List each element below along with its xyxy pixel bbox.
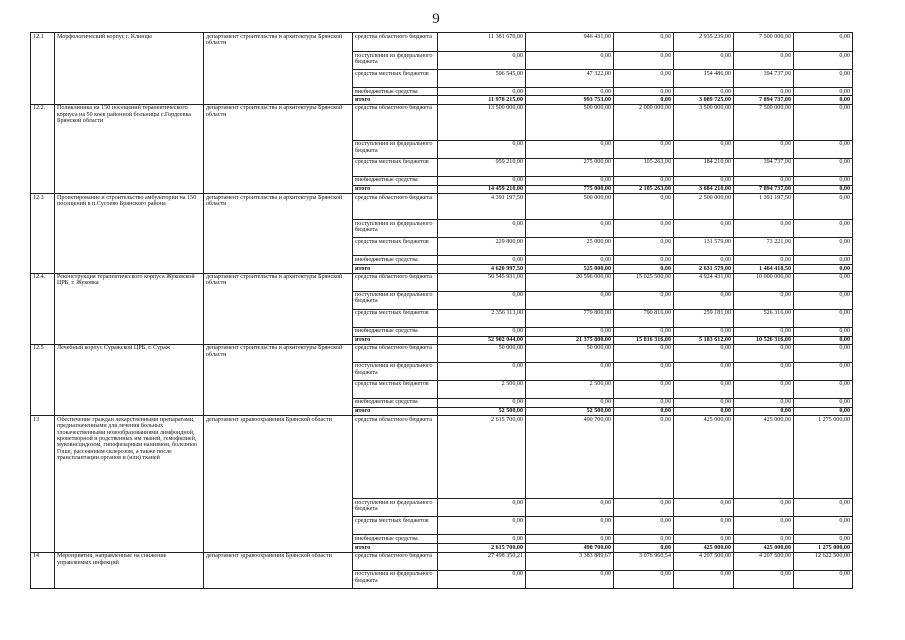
funding-source: внебюджетные средства bbox=[353, 88, 438, 96]
amount-cell: 0,00 bbox=[614, 535, 674, 544]
funding-source: средства областного бюджета bbox=[353, 273, 438, 291]
amount-cell: 0,00 bbox=[526, 220, 614, 238]
amount-cell: 0,00 bbox=[734, 344, 794, 362]
amount-cell: 7 500 000,00 bbox=[734, 104, 794, 140]
amount-cell: 394 737,00 bbox=[734, 158, 794, 176]
amount-cell: 0,00 bbox=[526, 327, 614, 336]
amount-cell: 0,00 bbox=[614, 194, 674, 220]
amount-cell: 0,00 bbox=[734, 140, 794, 158]
amount-cell: 0,00 bbox=[794, 517, 853, 535]
amount-cell: 0,00 bbox=[734, 52, 794, 70]
amount-cell: 0,00 bbox=[794, 398, 853, 407]
amount-cell: 131 579,00 bbox=[674, 238, 734, 256]
amount-cell: 4 391 197,50 bbox=[438, 194, 526, 220]
amount-cell: 0,00 bbox=[674, 52, 734, 70]
amount-cell: 0,00 bbox=[794, 344, 853, 362]
amount-cell: 0,00 bbox=[526, 535, 614, 544]
amount-cell: 4 207 500,00 bbox=[674, 552, 734, 570]
amount-cell: 0,00 bbox=[614, 407, 674, 415]
item-number: 12.2. bbox=[31, 104, 55, 193]
amount-cell: 0,00 bbox=[794, 140, 853, 158]
amount-cell: 50 545 931,00 bbox=[438, 273, 526, 291]
amount-cell: 0,00 bbox=[438, 256, 526, 265]
amount-cell: 0,00 bbox=[674, 398, 734, 407]
item-executor: департамент здравоохранения Брянской области bbox=[204, 552, 353, 588]
amount-cell: 0,00 bbox=[526, 362, 614, 380]
amount-cell: 2 935 239,00 bbox=[674, 33, 734, 52]
amount-cell: 0,00 bbox=[794, 238, 853, 256]
amount-cell: 7 500 000,00 bbox=[734, 33, 794, 52]
amount-cell: 525 000,00 bbox=[526, 265, 614, 273]
amount-cell: 0,00 bbox=[674, 499, 734, 517]
amount-cell: 0,00 bbox=[674, 344, 734, 362]
amount-cell: 0,00 bbox=[794, 220, 853, 238]
amount-cell: 52 500,00 bbox=[526, 407, 614, 415]
funding-source: итого bbox=[353, 185, 438, 193]
amount-cell: 0,00 bbox=[794, 336, 853, 344]
amount-cell: 3 684 210,00 bbox=[674, 185, 734, 193]
amount-cell: 490 700,00 bbox=[526, 544, 614, 552]
amount-cell: 15 025 500,00 bbox=[614, 273, 674, 291]
item-name: Обеспечение граждан лекарственными препаратами, предназначенными для лечения больных злокачественными новообразованиями лимфоидной, кроветворной и родственных им тканей, гемофилией, муковисцидозом, гипофизарным нанизмом, болезнью Гоше, рассеянным склерозом, а также после трансплантации органов и (или) тканей bbox=[55, 416, 204, 552]
amount-cell: 0,00 bbox=[614, 291, 674, 309]
amount-cell: 7 894 737,00 bbox=[734, 96, 794, 104]
amount-cell: 775 000,00 bbox=[526, 185, 614, 193]
amount-cell: 0,00 bbox=[438, 517, 526, 535]
amount-cell: 27 498 350,21 bbox=[438, 552, 526, 570]
amount-cell: 0,00 bbox=[794, 265, 853, 273]
amount-cell: 229 800,00 bbox=[438, 238, 526, 256]
item-number: 12.3 bbox=[31, 194, 55, 273]
amount-cell: 50 000,00 bbox=[438, 344, 526, 362]
amount-cell: 425 000,00 bbox=[734, 416, 794, 499]
amount-cell: 2 615 700,00 bbox=[438, 416, 526, 499]
amount-cell: 779 800,00 bbox=[526, 309, 614, 327]
amount-cell: 275 000,00 bbox=[526, 158, 614, 176]
amount-cell: 2 631 579,00 bbox=[674, 265, 734, 273]
amount-cell: 12 622 500,00 bbox=[794, 552, 853, 570]
amount-cell: 52 500,00 bbox=[438, 407, 526, 415]
amount-cell: 0,00 bbox=[438, 535, 526, 544]
budget-table bbox=[30, 32, 853, 589]
item-number: 12.4. bbox=[31, 273, 55, 344]
funding-source: итого bbox=[353, 336, 438, 344]
funding-source: итого bbox=[353, 96, 438, 104]
item-number: 12.1 bbox=[31, 33, 55, 105]
amount-cell: 0,00 bbox=[614, 88, 674, 96]
amount-cell: 73 221,00 bbox=[734, 238, 794, 256]
amount-cell: 0,00 bbox=[438, 570, 526, 588]
amount-cell: 13 500 000,00 bbox=[438, 104, 526, 140]
amount-cell: 52 902 044,00 bbox=[438, 336, 526, 344]
amount-cell: 0,00 bbox=[734, 380, 794, 398]
amount-cell: 184 210,00 bbox=[674, 158, 734, 176]
funding-source: поступления из федерального бюджета bbox=[353, 220, 438, 238]
item-executor: департамент строительства и архитектуры Брянской области bbox=[204, 273, 353, 344]
amount-cell: 0,00 bbox=[794, 194, 853, 220]
amount-cell: 0,00 bbox=[734, 362, 794, 380]
item-name: Морфологический корпус г. Клинцы bbox=[55, 33, 204, 105]
amount-cell: 0,00 bbox=[526, 291, 614, 309]
amount-cell: 0,00 bbox=[794, 256, 853, 265]
amount-cell: 0,00 bbox=[438, 362, 526, 380]
amount-cell: 0,00 bbox=[674, 362, 734, 380]
funding-source: поступления из федерального бюджета bbox=[353, 52, 438, 70]
amount-cell: 47 322,00 bbox=[526, 70, 614, 88]
amount-cell: 105 263,00 bbox=[614, 158, 674, 176]
amount-cell: 0,00 bbox=[614, 265, 674, 273]
amount-cell: 0,00 bbox=[614, 70, 674, 88]
amount-cell: 0,00 bbox=[794, 499, 853, 517]
amount-cell: 0,00 bbox=[526, 256, 614, 265]
amount-cell: 259 181,00 bbox=[674, 309, 734, 327]
amount-cell: 3 089 725,00 bbox=[674, 96, 734, 104]
amount-cell: 0,00 bbox=[614, 570, 674, 588]
amount-cell: 2 105 263,00 bbox=[614, 185, 674, 193]
table-row bbox=[31, 194, 853, 220]
amount-cell: 2 500 000,00 bbox=[674, 194, 734, 220]
amount-cell: 0,00 bbox=[614, 398, 674, 407]
item-name: Реконструкция терапевтического корпуса Жуковской ЦРБ, г. Жуковка bbox=[55, 273, 204, 344]
amount-cell: 0,00 bbox=[614, 517, 674, 535]
amount-cell: 1 275 000,00 bbox=[794, 416, 853, 499]
amount-cell: 7 894 737,00 bbox=[734, 185, 794, 193]
funding-source: средства областного бюджета bbox=[353, 194, 438, 220]
funding-source: итого bbox=[353, 265, 438, 273]
amount-cell: 0,00 bbox=[794, 158, 853, 176]
amount-cell: 2 000 000,00 bbox=[614, 104, 674, 140]
amount-cell: 0,00 bbox=[674, 140, 734, 158]
amount-cell: 2 356 113,00 bbox=[438, 309, 526, 327]
amount-cell: 0,00 bbox=[794, 52, 853, 70]
item-executor: департамент строительства и архитектуры Брянской области bbox=[204, 104, 353, 193]
item-executor: департамент здравоохранения Брянской области bbox=[204, 416, 353, 552]
amount-cell: 0,00 bbox=[674, 176, 734, 185]
amount-cell: 0,00 bbox=[734, 407, 794, 415]
funding-source: внебюджетные средства bbox=[353, 256, 438, 265]
amount-cell: 0,00 bbox=[794, 273, 853, 291]
amount-cell: 0,00 bbox=[614, 220, 674, 238]
amount-cell: 0,00 bbox=[614, 256, 674, 265]
amount-cell: 10 000 000,00 bbox=[734, 273, 794, 291]
funding-source: средства местных бюджетов bbox=[353, 158, 438, 176]
amount-cell: 5 183 612,00 bbox=[674, 336, 734, 344]
funding-source: средства местных бюджетов bbox=[353, 238, 438, 256]
funding-source: средства областного бюджета bbox=[353, 33, 438, 52]
amount-cell: 0,00 bbox=[734, 327, 794, 336]
amount-cell: 4 620 997,50 bbox=[438, 265, 526, 273]
amount-cell: 0,00 bbox=[734, 256, 794, 265]
amount-cell: 0,00 bbox=[614, 416, 674, 499]
amount-cell: 0,00 bbox=[734, 517, 794, 535]
funding-source: поступления из федерального бюджета bbox=[353, 362, 438, 380]
amount-cell: 0,00 bbox=[526, 517, 614, 535]
amount-cell: 0,00 bbox=[526, 176, 614, 185]
amount-cell: 0,00 bbox=[794, 362, 853, 380]
amount-cell: 0,00 bbox=[674, 291, 734, 309]
amount-cell: 2 500,00 bbox=[438, 380, 526, 398]
amount-cell: 596 545,00 bbox=[438, 70, 526, 88]
amount-cell: 0,00 bbox=[734, 535, 794, 544]
amount-cell: 0,00 bbox=[614, 33, 674, 52]
amount-cell: 4 924 431,00 bbox=[674, 273, 734, 291]
amount-cell: 0,00 bbox=[674, 570, 734, 588]
amount-cell: 0,00 bbox=[794, 185, 853, 193]
amount-cell: 0,00 bbox=[526, 88, 614, 96]
amount-cell: 154 486,00 bbox=[674, 70, 734, 88]
item-name: Проектирование и строительство амбулатории на 150 посещений в п.Сусоево Брянского района bbox=[55, 194, 204, 273]
amount-cell: 0,00 bbox=[734, 176, 794, 185]
amount-cell: 0,00 bbox=[794, 309, 853, 327]
amount-cell: 0,00 bbox=[794, 291, 853, 309]
amount-cell: 0,00 bbox=[734, 291, 794, 309]
amount-cell: 0,00 bbox=[674, 407, 734, 415]
amount-cell: 425 000,00 bbox=[674, 544, 734, 552]
funding-source: внебюджетные средства bbox=[353, 327, 438, 336]
amount-cell: 0,00 bbox=[734, 499, 794, 517]
amount-cell: 0,00 bbox=[614, 238, 674, 256]
funding-source: внебюджетные средства bbox=[353, 398, 438, 407]
amount-cell: 0,00 bbox=[674, 88, 734, 96]
amount-cell: 0,00 bbox=[614, 176, 674, 185]
funding-source: поступления из федерального бюджета bbox=[353, 140, 438, 158]
amount-cell: 500 000,00 bbox=[526, 194, 614, 220]
amount-cell: 1 391 197,50 bbox=[734, 194, 794, 220]
amount-cell: 14 459 210,00 bbox=[438, 185, 526, 193]
amount-cell: 15 816 316,00 bbox=[614, 336, 674, 344]
amount-cell: 790 816,00 bbox=[614, 309, 674, 327]
amount-cell: 993 753,00 bbox=[526, 96, 614, 104]
table-row bbox=[31, 344, 853, 362]
item-name: Лечебный корпус Суражской ЦРБ, г. Сураж bbox=[55, 344, 204, 415]
table-row bbox=[31, 33, 853, 52]
amount-cell: 20 596 000,00 bbox=[526, 273, 614, 291]
amount-cell: 0,00 bbox=[614, 96, 674, 104]
amount-cell: 394 737,00 bbox=[734, 70, 794, 88]
amount-cell: 25 000,00 bbox=[526, 238, 614, 256]
funding-source: средства областного бюджета bbox=[353, 344, 438, 362]
amount-cell: 50 000,00 bbox=[526, 344, 614, 362]
amount-cell: 3 076 960,54 bbox=[614, 552, 674, 570]
funding-source: итого bbox=[353, 544, 438, 552]
amount-cell: 0,00 bbox=[438, 88, 526, 96]
amount-cell: 0,00 bbox=[674, 256, 734, 265]
item-name: Поликлиника на 150 посещений терапевтического корпуса на 50 коек районной больницы с.Гордеевка Брянской области bbox=[55, 104, 204, 193]
amount-cell: 0,00 bbox=[674, 535, 734, 544]
amount-cell: 425 000,00 bbox=[734, 544, 794, 552]
amount-cell: 3 383 889,67 bbox=[526, 552, 614, 570]
amount-cell: 0,00 bbox=[438, 499, 526, 517]
amount-cell: 0,00 bbox=[526, 140, 614, 158]
amount-cell: 0,00 bbox=[438, 176, 526, 185]
amount-cell: 1 275 000,00 bbox=[794, 544, 853, 552]
amount-cell: 3 500 000,00 bbox=[674, 104, 734, 140]
amount-cell: 0,00 bbox=[794, 176, 853, 185]
funding-source: внебюджетные средства bbox=[353, 535, 438, 544]
amount-cell: 0,00 bbox=[614, 499, 674, 517]
amount-cell: 0,00 bbox=[734, 88, 794, 96]
amount-cell: 11 978 215,00 bbox=[438, 96, 526, 104]
amount-cell: 0,00 bbox=[438, 220, 526, 238]
amount-cell: 0,00 bbox=[794, 70, 853, 88]
item-executor: департамент строительства и архитектуры Брянской области bbox=[204, 194, 353, 273]
funding-source: итого bbox=[353, 407, 438, 415]
funding-source: средства областного бюджета bbox=[353, 552, 438, 570]
amount-cell: 0,00 bbox=[526, 398, 614, 407]
amount-cell: 0,00 bbox=[794, 33, 853, 52]
amount-cell: 0,00 bbox=[438, 398, 526, 407]
amount-cell: 0,00 bbox=[734, 398, 794, 407]
funding-source: средства местных бюджетов bbox=[353, 70, 438, 88]
funding-source: поступления из федерального бюджета bbox=[353, 570, 438, 588]
amount-cell: 0,00 bbox=[526, 499, 614, 517]
table-row bbox=[31, 104, 853, 140]
amount-cell: 1 464 418,50 bbox=[734, 265, 794, 273]
amount-cell: 0,00 bbox=[794, 535, 853, 544]
funding-source: поступления из федерального бюджета bbox=[353, 499, 438, 517]
item-executor: департамент строительства и архитектуры Брянской области bbox=[204, 33, 353, 105]
amount-cell: 0,00 bbox=[794, 96, 853, 104]
amount-cell: 11 381 670,00 bbox=[438, 33, 526, 52]
funding-source: средства областного бюджета bbox=[353, 104, 438, 140]
amount-cell: 0,00 bbox=[614, 140, 674, 158]
amount-cell: 0,00 bbox=[614, 344, 674, 362]
amount-cell: 0,00 bbox=[794, 407, 853, 415]
amount-cell: 0,00 bbox=[674, 220, 734, 238]
amount-cell: 10 526 316,00 bbox=[734, 336, 794, 344]
amount-cell: 0,00 bbox=[614, 52, 674, 70]
funding-source: средства областного бюджета bbox=[353, 416, 438, 499]
amount-cell: 21 375 800,00 bbox=[526, 336, 614, 344]
amount-cell: 2 500,00 bbox=[526, 380, 614, 398]
amount-cell: 2 615 700,00 bbox=[438, 544, 526, 552]
item-number: 14 bbox=[31, 552, 55, 588]
item-number: 13 bbox=[31, 416, 55, 552]
table-row bbox=[31, 273, 853, 291]
amount-cell: 526 316,00 bbox=[734, 309, 794, 327]
amount-cell: 0,00 bbox=[794, 570, 853, 588]
amount-cell: 500 000,00 bbox=[526, 104, 614, 140]
page-number: 9 bbox=[432, 11, 440, 27]
amount-cell: 0,00 bbox=[614, 362, 674, 380]
table-row bbox=[31, 416, 853, 499]
funding-source: поступления из федерального бюджета bbox=[353, 291, 438, 309]
item-name: Мероприятия, направленные на снижение управляемых инфекций bbox=[55, 552, 204, 588]
amount-cell: 425 000,00 bbox=[674, 416, 734, 499]
funding-source: внебюджетные средства bbox=[353, 176, 438, 185]
amount-cell: 0,00 bbox=[438, 52, 526, 70]
amount-cell: 0,00 bbox=[674, 327, 734, 336]
amount-cell: 0,00 bbox=[674, 517, 734, 535]
amount-cell: 4 207 500,00 bbox=[734, 552, 794, 570]
amount-cell: 0,00 bbox=[438, 327, 526, 336]
item-executor: департамент строительства и архитектуры Брянской области bbox=[204, 344, 353, 415]
amount-cell: 0,00 bbox=[614, 544, 674, 552]
amount-cell: 0,00 bbox=[794, 88, 853, 96]
amount-cell: 0,00 bbox=[794, 327, 853, 336]
funding-source: средства местных бюджетов bbox=[353, 380, 438, 398]
funding-source: средства местных бюджетов bbox=[353, 309, 438, 327]
amount-cell: 0,00 bbox=[526, 52, 614, 70]
amount-cell: 0,00 bbox=[794, 104, 853, 140]
amount-cell: 959 210,00 bbox=[438, 158, 526, 176]
amount-cell: 0,00 bbox=[526, 570, 614, 588]
amount-cell: 490 700,00 bbox=[526, 416, 614, 499]
amount-cell: 0,00 bbox=[438, 140, 526, 158]
item-number: 12.5 bbox=[31, 344, 55, 415]
amount-cell: 0,00 bbox=[614, 327, 674, 336]
amount-cell: 0,00 bbox=[794, 380, 853, 398]
amount-cell: 0,00 bbox=[614, 380, 674, 398]
amount-cell: 0,00 bbox=[674, 380, 734, 398]
amount-cell: 946 431,00 bbox=[526, 33, 614, 52]
amount-cell: 0,00 bbox=[734, 570, 794, 588]
table-row bbox=[31, 552, 853, 570]
amount-cell: 0,00 bbox=[734, 220, 794, 238]
funding-source: средства местных бюджетов bbox=[353, 517, 438, 535]
amount-cell: 0,00 bbox=[438, 291, 526, 309]
